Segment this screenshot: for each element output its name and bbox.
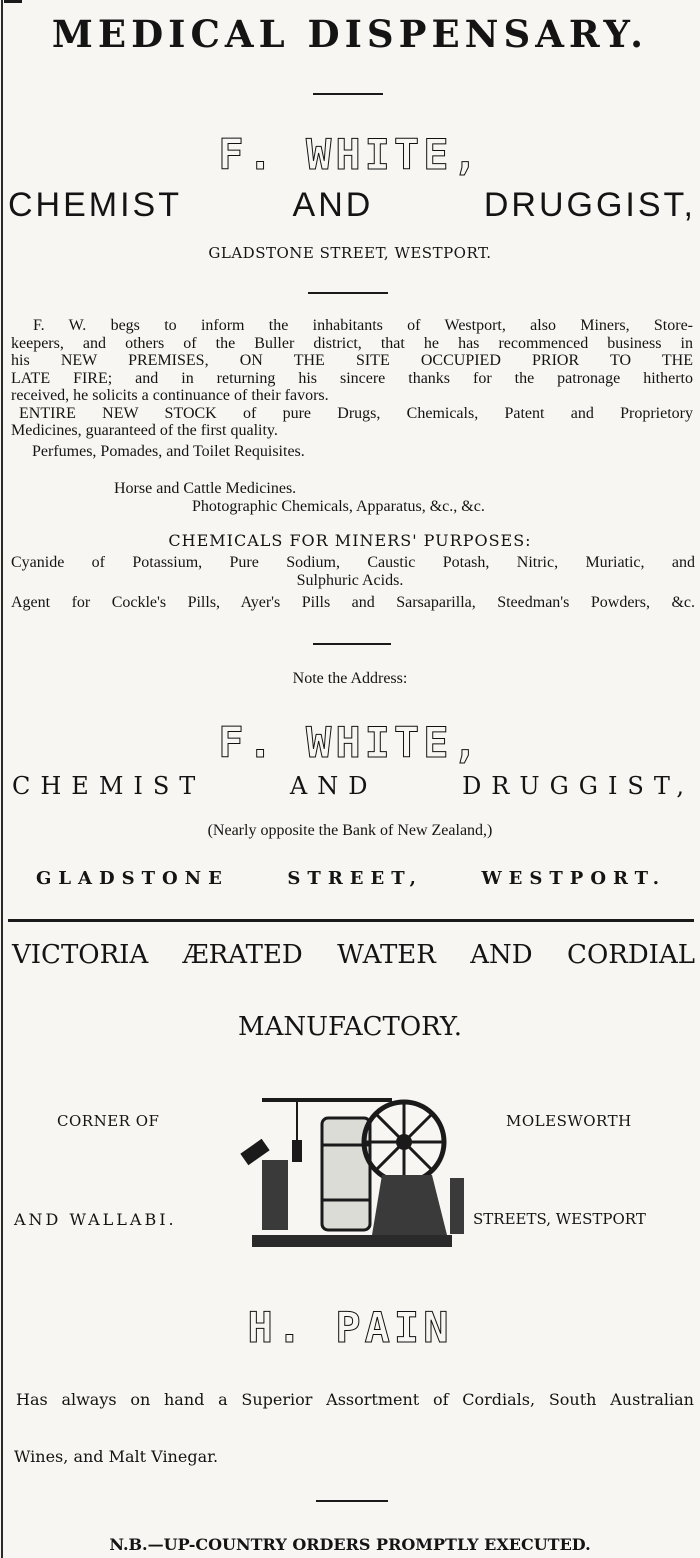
nb-line: N.B.—UP-COUNTRY ORDERS PROMPTLY EXECUTED. xyxy=(109,1535,591,1554)
stock-line: Medicines, guaranteed of the first quality. xyxy=(11,422,278,439)
section-divider xyxy=(8,919,694,922)
trade-word-1: CHEMIST xyxy=(12,772,206,800)
assortment-word: always xyxy=(61,1390,117,1409)
proprietor-name: F. WHITE, xyxy=(218,130,482,179)
perfumes-line: Perfumes, Pomades, and Toilet Requisites. xyxy=(32,443,305,460)
trade-line-2 xyxy=(12,772,694,800)
divider xyxy=(313,643,391,645)
victoria-word: CORDIAL xyxy=(567,940,695,970)
assortment-word: on xyxy=(130,1390,151,1409)
dispensary-heading: MEDICAL DISPENSARY. xyxy=(51,12,649,56)
notice-line: LATE FIRE; and in returning his sincere thanks for the patronage hitherto xyxy=(11,369,693,387)
chemicals-heading: CHEMICALS FOR MINERS' PURPOSES: xyxy=(168,531,532,550)
corner-of-label: CORNER OF xyxy=(57,1112,160,1130)
divider xyxy=(308,292,388,294)
divider xyxy=(313,93,383,95)
address-word-2: STREET, xyxy=(287,868,423,889)
assortment-word: Australian xyxy=(610,1390,694,1409)
victoria-word: VICTORIA xyxy=(12,940,149,970)
assortment-word: Has xyxy=(16,1390,48,1409)
owner-name: H. PAIN xyxy=(247,1303,453,1352)
assortment-word: Cordials, xyxy=(462,1390,536,1409)
wallabi-label: AND WALLABI. xyxy=(14,1210,177,1229)
manufactory-heading: MANUFACTORY. xyxy=(237,1012,463,1042)
divider xyxy=(316,1500,388,1502)
stock-line: ENTIRE NEW STOCK of pure Drugs, Chemicals, Patent and Proprietory xyxy=(19,404,693,422)
victoria-word: WATER xyxy=(337,940,436,970)
trade-word-1: CHEMIST xyxy=(8,186,182,224)
molesworth-label: MOLESWORTH xyxy=(506,1112,632,1130)
horse-line: Horse and Cattle Medicines. xyxy=(114,480,297,497)
victoria-word: AND xyxy=(470,940,533,970)
assortment-word: South xyxy=(548,1390,597,1409)
notice-line: keepers, and others of the Buller district, that he has recommenced business in xyxy=(11,334,693,352)
note-address: Note the Address: xyxy=(292,670,408,687)
top-mark xyxy=(4,0,22,3)
trade-word-3: DRUGGIST, xyxy=(462,772,694,800)
trade-word-3: DRUGGIST, xyxy=(483,186,696,224)
victoria-heading xyxy=(12,940,695,970)
victoria-word: ÆRATED xyxy=(182,940,303,970)
assortment-word: hand xyxy=(163,1390,205,1409)
assortment-word: of xyxy=(432,1390,449,1409)
assortment-word: a xyxy=(218,1390,228,1409)
dispensary-address: GLADSTONE STREET, WESTPORT. xyxy=(208,244,492,262)
assortment-word: Superior xyxy=(241,1390,313,1409)
notice-line: F. W. begs to inform the inhabitants of Westport, also Miners, Store- xyxy=(33,317,693,334)
photo-line: Photographic Chemicals, Apparatus, &c., &c. xyxy=(192,498,485,515)
machine-engraving-icon xyxy=(232,1090,472,1260)
address-line-2 xyxy=(36,868,666,889)
proprietor-name-2: F. WHITE, xyxy=(218,718,482,767)
trade-word-2: AND xyxy=(289,772,378,800)
notice-line: received, he solicits a continuance of their favors. xyxy=(11,387,329,404)
chemicals-line: Cyanide of Potassium, Pure Sodium, Caustic Potash, Nitric, Muriatic, and xyxy=(11,554,695,571)
streets-label: STREETS, WESTPORT xyxy=(473,1210,646,1228)
agent-line: Agent for Cockle's Pills, Ayer's Pills and Sarsaparilla, Steedman's Powders, &c. xyxy=(11,594,695,611)
notice-paragraph xyxy=(11,317,693,440)
assortment-line xyxy=(16,1390,694,1409)
nearly-opposite: (Nearly opposite the Bank of New Zealand,) xyxy=(207,822,493,839)
assortment-word: Assortment xyxy=(326,1390,420,1409)
wines-line: Wines, and Malt Vinegar. xyxy=(14,1447,219,1466)
address-word-3: WESTPORT. xyxy=(481,868,666,889)
trade-word-2: AND xyxy=(292,186,374,224)
address-word-1: GLADSTONE xyxy=(36,868,229,889)
trade-line xyxy=(8,186,696,225)
notice-line: his NEW PREMISES, ON THE SITE OCCUPIED PRIOR TO THE xyxy=(11,352,693,369)
chemicals-line-2: Sulphuric Acids. xyxy=(296,572,404,589)
